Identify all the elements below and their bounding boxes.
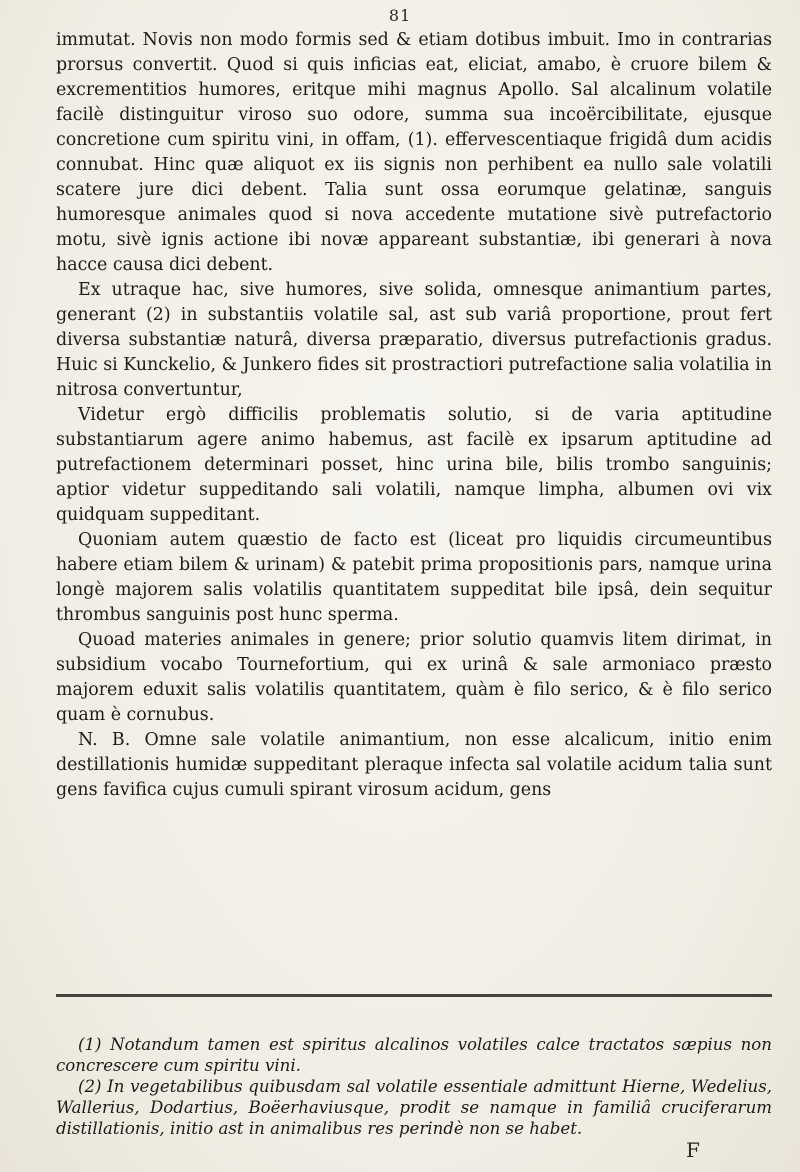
- main-text: [56, 28, 772, 803]
- footnote-2: (2) In vegetabilibus quibusdam sal volatile essentiale admittunt Hierne, Wedelius, Wallerius, Dodartius, Boëerhaviusque, prodit se namque in familiâ cruciferarum distillationis, initio ast in animalibus res perindè non se habet.: [56, 1077, 772, 1138]
- footnote-divider: [56, 994, 772, 997]
- paragraph-5: Quoad materies animales in genere; prior solutio quamvis litem dirimat, in subsidium vocabo Tournefortium, qui ex urinâ & sale armoniaco præsto majorem eduxit salis volatilis quantitatem, quàm è filo serico, & è filo serico quam è cornubus.: [56, 630, 772, 725]
- page-number: 81: [388, 6, 412, 25]
- footnotes: [56, 1034, 772, 1139]
- paragraph-2: Ex utraque hac, sive humores, sive solida, omnesque animantium partes, generant (2) in substantiis volatile sal, ast sub variâ proportione, prout fert diversa substantiæ naturâ, diversa præparatio, diversus putrefactionis gradus. Huic si Kunckelio, & Junkero fides sit prostractiori putrefactione salia volatilia in nitrosa convertuntur,: [56, 280, 772, 400]
- paragraph-1: immutat. Novis non modo formis sed & etiam dotibus imbuit. Imo in contrarias prorsus convertit. Quod si quis inficias eat, eliciat, amabo, è cruore bilem & excrementitios humores, eritque mihi magnus Apollo. Sal alcalinum volatile facilè distinguitur viroso suo odore, summa sua incoërcibilitate, ejusque concretione cum spiritu vini, in offam, (1). effervescentiaque frigidâ dum acidis connubat. Hinc quæ aliquot ex iis signis non perhibent ea nullo sale volatili scatere jure dici debent. Talia sunt ossa eorumque gelatinæ, sanguis humoresque animales quod si nova accedente mutatione sivè putrefactorio motu, sivè ignis actione ibi novæ appareant substantiæ, ibi generari à nova hacce causa dici debent.: [56, 30, 772, 275]
- signature-mark: F: [686, 1138, 700, 1162]
- footnote-1: (1) Notandum tamen est spiritus alcalinos volatiles calce tractatos sæpius non concrescere cum spiritu vini.: [56, 1035, 772, 1075]
- paragraph-3: Videtur ergò difficilis problematis solutio, si de varia aptitudine substantiarum agere animo habemus, ast facilè ex ipsarum aptitudine ad putrefactionem determinari posset, hinc urina bile, bilis trombo sanguinis; aptior videtur suppeditando sali volatili, namque limpha, albumen ovi vix quidquam suppeditant.: [56, 405, 772, 525]
- paragraph-6: N. B. Omne sale volatile animantium, non esse alcalicum, initio enim destillationis humidæ suppeditant pleraque infecta sal volatile acidum talia sunt gens favifica cujus cumuli spirant virosum acidum, gens: [56, 730, 772, 800]
- paragraph-4: Quoniam autem quæstio de facto est (liceat pro liquidis circumeuntibus habere etiam bilem & urinam) & patebit prima propositionis pars, namque urina longè majorem salis volatilis quantitatem suppeditat bile ipsâ, dein sequitur thrombus sanguinis post hunc sperma.: [56, 530, 772, 625]
